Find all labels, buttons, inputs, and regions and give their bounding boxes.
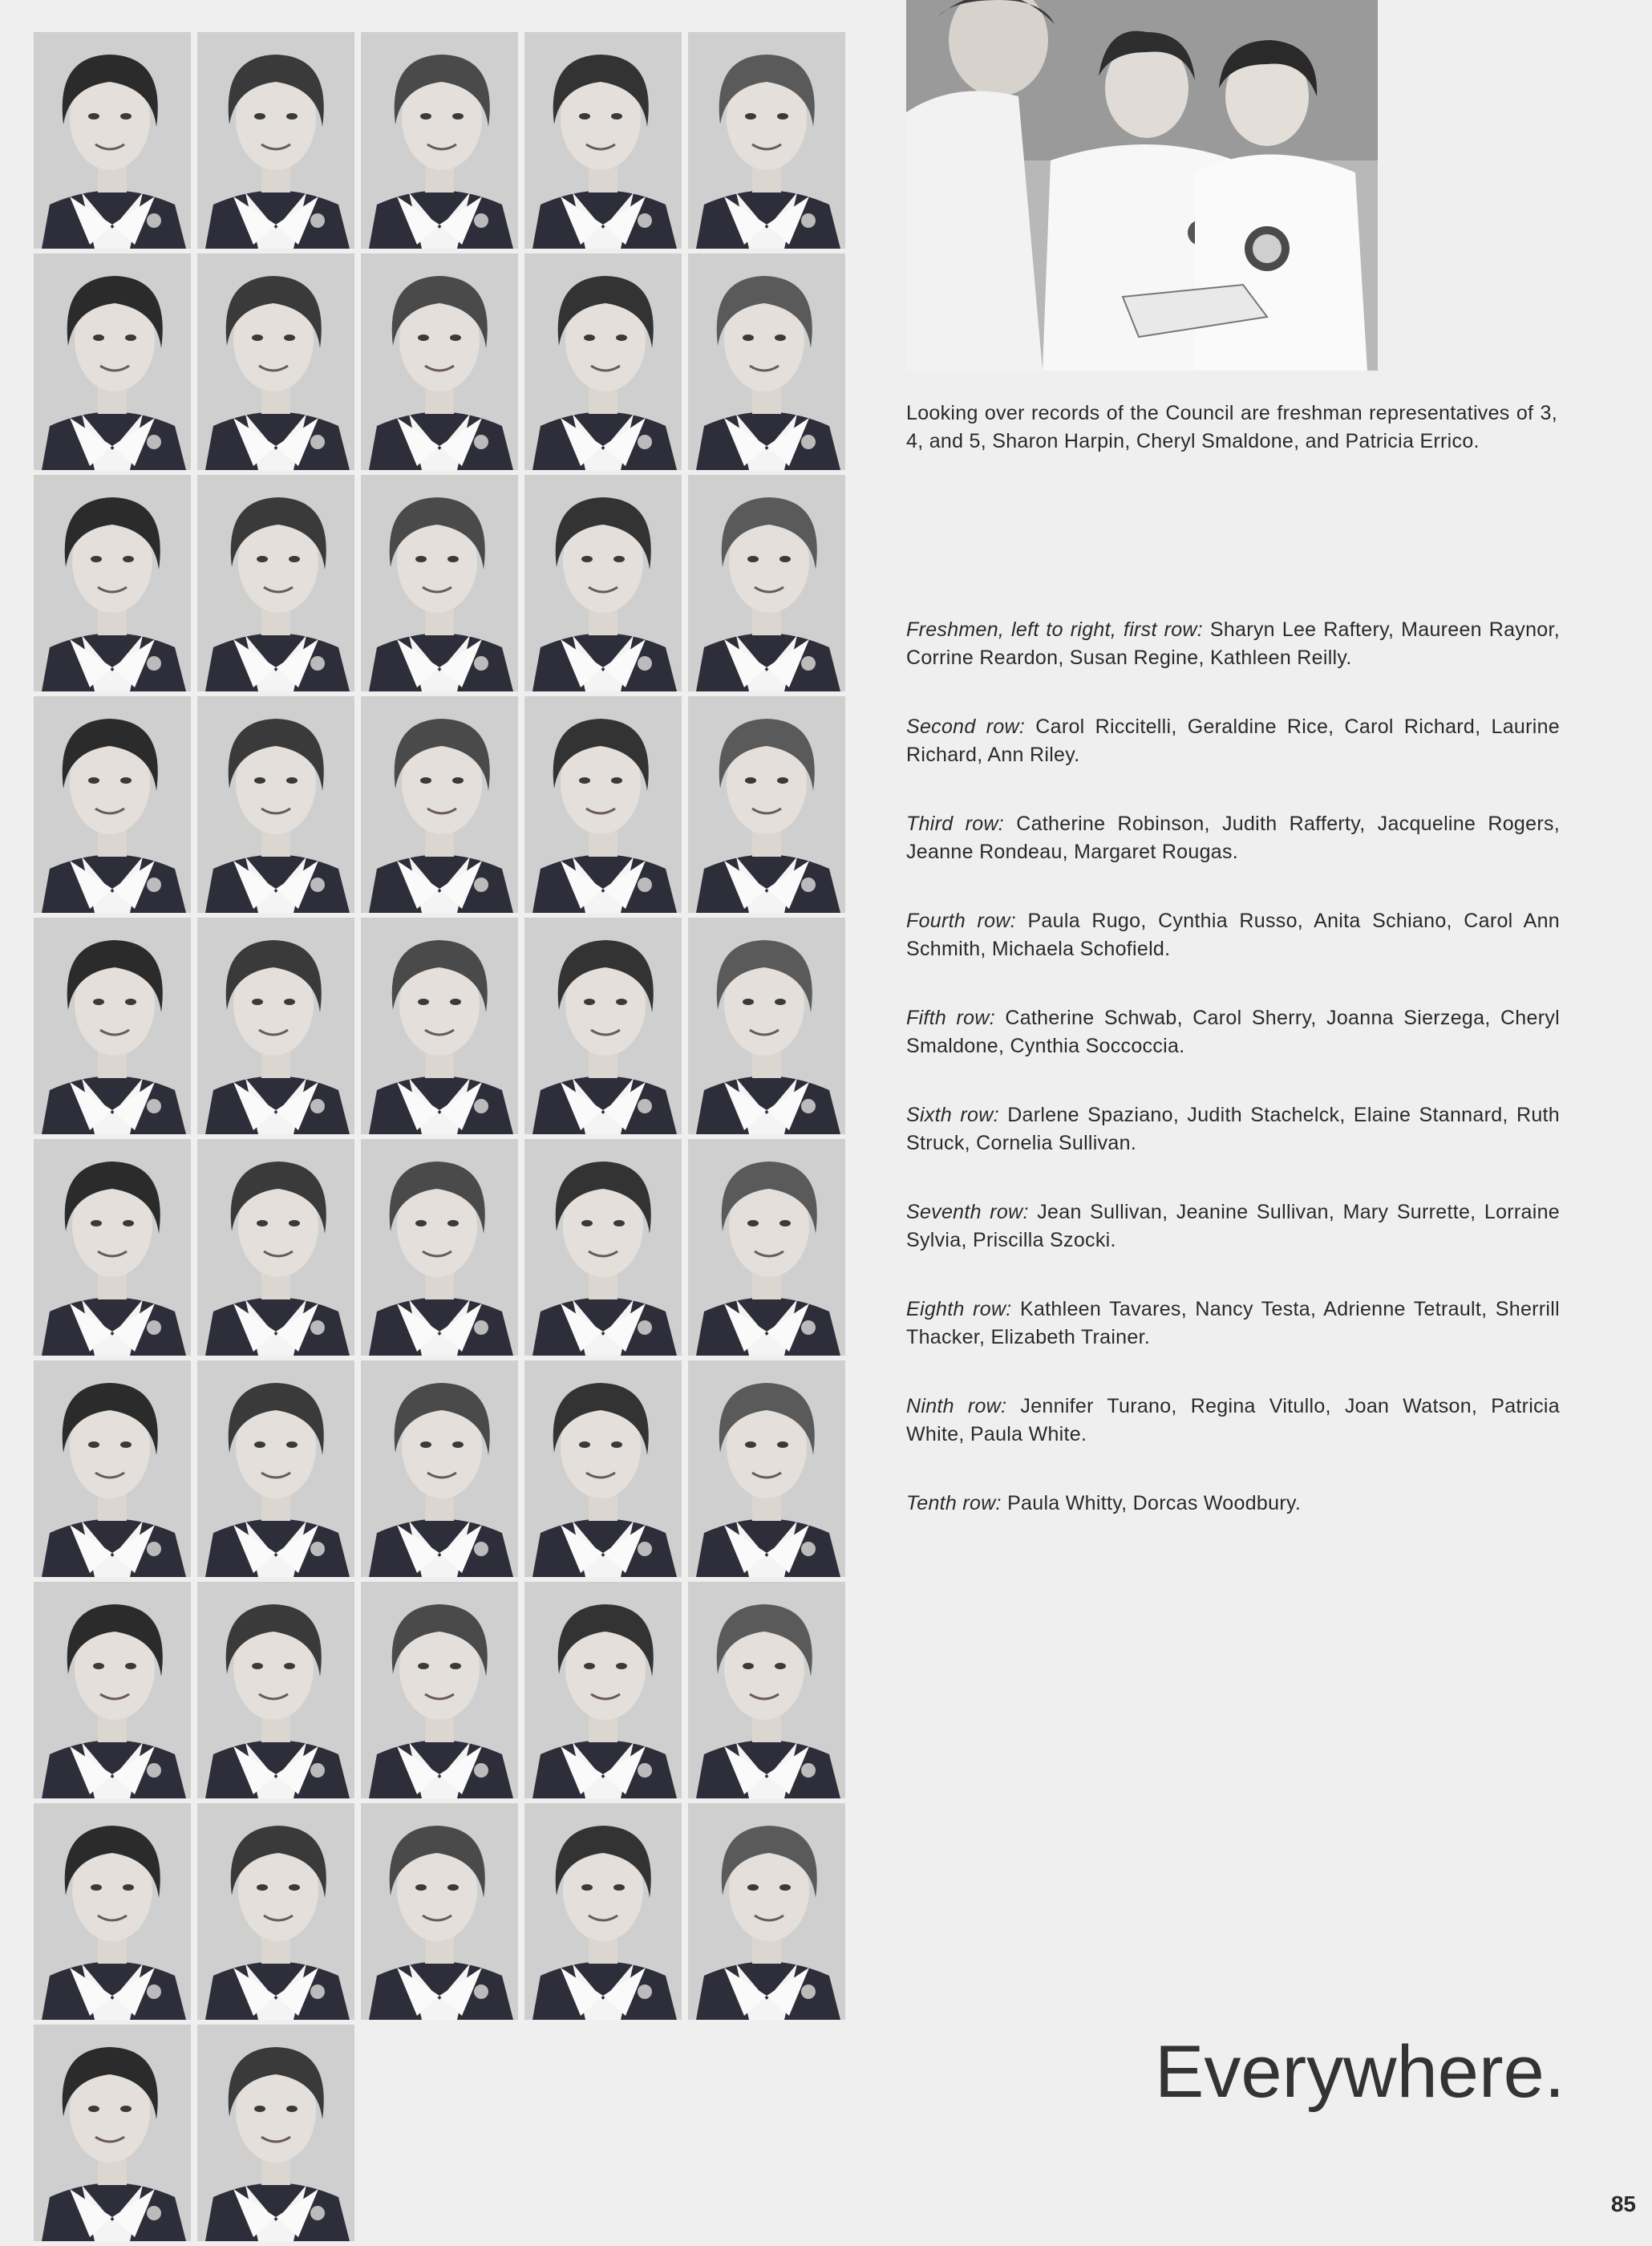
row-label: Third row: <box>906 813 1005 835</box>
row-label: Sixth row: <box>906 1104 999 1126</box>
row-entry <box>906 1295 1560 1352</box>
student-portrait <box>361 1582 518 1798</box>
student-portrait <box>361 32 518 249</box>
student-portrait <box>361 696 518 913</box>
council-group-photo <box>906 0 1378 371</box>
student-portrait <box>524 696 682 913</box>
row-label: Seventh row: <box>906 1201 1029 1223</box>
row-label: Fifth row: <box>906 1007 995 1029</box>
row-names: Paula Whitty, Dorcas Woodbury. <box>1007 1492 1302 1514</box>
student-portrait <box>361 918 518 1134</box>
row-label: Second row: <box>906 716 1026 738</box>
tagline: Everywhere. <box>1155 2031 1565 2113</box>
row-names: Darlene Spaziano, Judith Stachelck, Elaine Stannard, Ruth Struck, Cornelia Sullivan. <box>906 1104 1560 1154</box>
row-names: Paula Rugo, Cynthia Russo, Anita Schiano, Carol Ann Schmith, Michaela Schofield. <box>906 910 1560 960</box>
student-portrait <box>524 475 682 691</box>
names-list <box>906 616 1560 1559</box>
student-portrait <box>688 1582 845 1798</box>
student-portrait <box>688 1139 845 1356</box>
row-entry <box>906 1101 1560 1157</box>
student-portrait <box>524 32 682 249</box>
student-portrait <box>524 253 682 470</box>
student-portrait <box>688 253 845 470</box>
row-entry <box>906 1393 1560 1449</box>
row-label: Fourth row: <box>906 910 1016 932</box>
student-portrait <box>197 475 354 691</box>
row-names: Jean Sullivan, Jeanine Sullivan, Mary Surrette, Lorraine Sylvia, Priscilla Szocki. <box>906 1201 1561 1251</box>
student-portrait <box>197 696 354 913</box>
student-portrait <box>524 1139 682 1356</box>
student-portrait <box>34 1582 191 1798</box>
council-photo-graphic <box>906 0 1378 371</box>
student-portrait <box>197 918 354 1134</box>
row-entry <box>906 713 1560 769</box>
student-portrait <box>34 918 191 1134</box>
row-names: Kathleen Tavares, Nancy Testa, Adrienne Tetrault, Sherrill Thacker, Elizabeth Trainer. <box>906 1298 1560 1348</box>
student-portrait <box>34 475 191 691</box>
row-label: Ninth row: <box>906 1395 1007 1417</box>
student-portrait <box>34 1139 191 1356</box>
student-portrait <box>197 1803 354 2020</box>
student-portrait <box>524 1803 682 2020</box>
student-portrait <box>34 2025 191 2241</box>
row-entry <box>906 616 1560 672</box>
student-portrait <box>688 475 845 691</box>
row-entry <box>906 907 1560 963</box>
page-number: 85 <box>1610 2191 1636 2216</box>
student-portrait <box>524 1582 682 1798</box>
row-names: Carol Riccitelli, Geraldine Rice, Carol Richard, Laurine Richard, Ann Riley. <box>906 716 1561 766</box>
student-portrait <box>524 1360 682 1577</box>
student-portrait <box>197 32 354 249</box>
student-portrait <box>34 1803 191 2020</box>
student-portrait <box>688 918 845 1134</box>
student-portrait <box>361 253 518 470</box>
student-portrait <box>34 253 191 470</box>
photo-caption: Looking over records of the Council are freshman representatives of 3, 4, and 5, Sharon Harpin, Cheryl Smaldone, and Patricia Errico. <box>906 402 1557 452</box>
row-label: Tenth row: <box>906 1492 1002 1514</box>
student-portrait <box>34 32 191 249</box>
student-portrait <box>688 696 845 913</box>
student-portrait <box>361 1803 518 2020</box>
row-label: Eighth row: <box>906 1298 1012 1320</box>
portrait-grid <box>34 32 850 2246</box>
student-portrait <box>361 1139 518 1356</box>
student-portrait <box>688 1803 845 2020</box>
row-names: Sharyn Lee Raftery, Maureen Raynor, Corrine Reardon, Susan Regine, Kathleen Reilly. <box>906 618 1560 669</box>
student-portrait <box>688 32 845 249</box>
student-portrait <box>361 475 518 691</box>
student-portrait <box>688 1360 845 1577</box>
student-portrait <box>34 1360 191 1577</box>
student-portrait <box>197 253 354 470</box>
row-entry <box>906 1004 1560 1060</box>
row-names: Catherine Schwab, Carol Sherry, Joanna Sierzega, Cheryl Smaldone, Cynthia Soccoccia. <box>906 1007 1560 1057</box>
student-portrait <box>197 1139 354 1356</box>
row-names: Jennifer Turano, Regina Vitullo, Joan Watson, Patricia White, Paula White. <box>906 1395 1560 1445</box>
row-entry <box>906 1198 1560 1255</box>
student-portrait <box>34 696 191 913</box>
row-label: Freshmen, left to right, first row: <box>906 618 1204 641</box>
student-portrait <box>197 2025 354 2241</box>
student-portrait <box>197 1360 354 1577</box>
student-portrait <box>361 1360 518 1577</box>
row-names: Catherine Robinson, Judith Rafferty, Jacqueline Rogers, Jeanne Rondeau, Margaret Rougas. <box>906 813 1560 863</box>
student-portrait <box>524 918 682 1134</box>
student-portrait <box>197 1582 354 1798</box>
row-entry <box>906 810 1560 866</box>
row-entry <box>906 1490 1560 1518</box>
